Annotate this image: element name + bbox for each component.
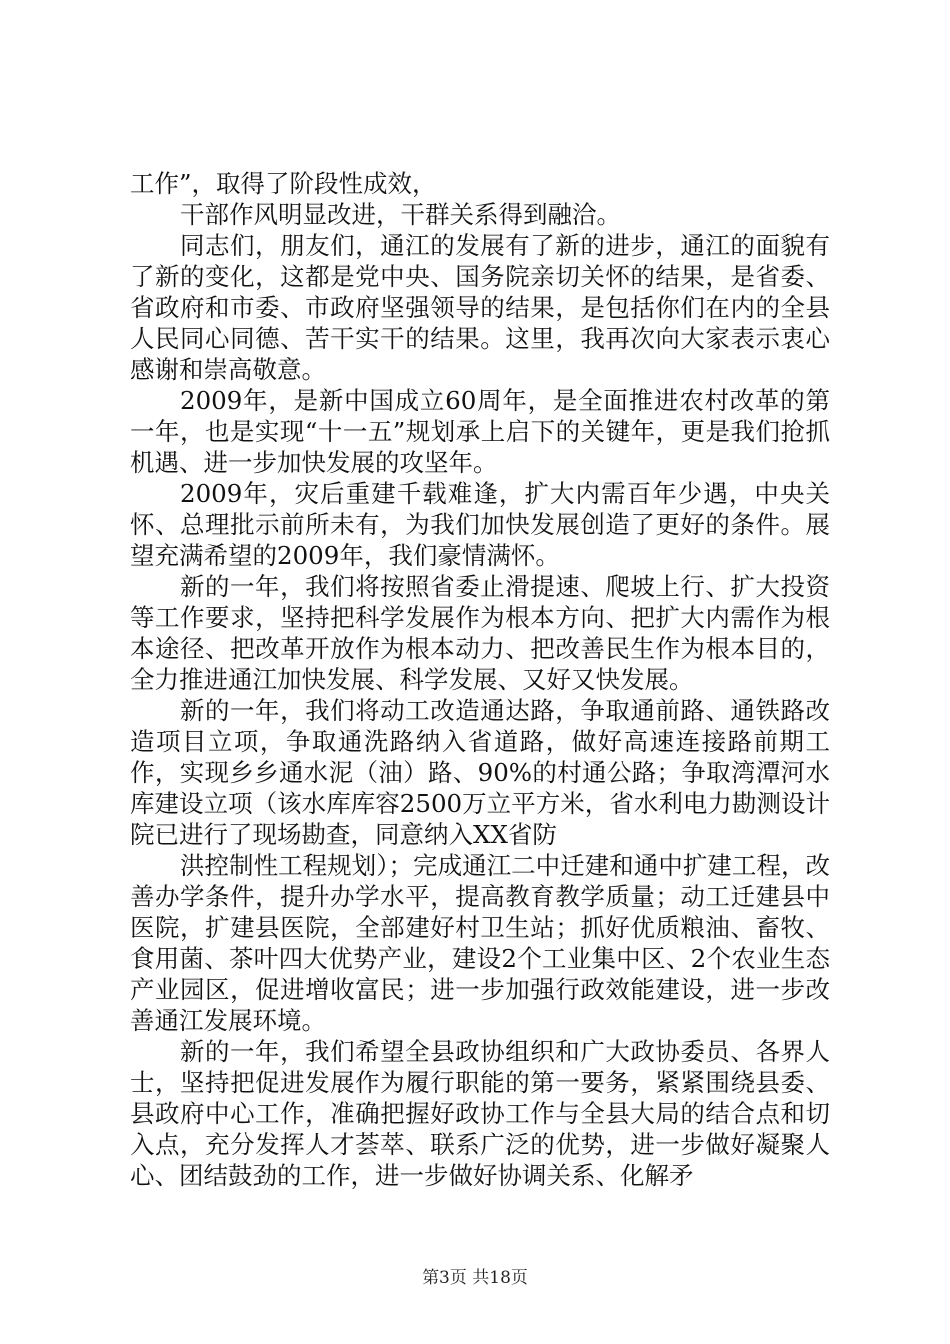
paragraph-8: 洪控制性工程规划）；完成通江二中迁建和通中扩建工程，改善办学条件，提升办学水平，提高教育教学质量；动工迁建县中医院，扩建县医院，全部建好村卫生站；抓好优质粮油、畜牧、食用菌、茶叶四大优势产业，建设2个工业集中区、2个农业生态产业园区，促进增收富民；进一步加强行政效能建设，进一步改善通江发展环境。 [130,851,830,1035]
paragraph-4: 2009年，是新中国成立60周年，是全面推进农村改革的第一年，也是实现“十一五”规划承上启下的关键年，更是我们抢抓机遇、进一步加快发展的攻坚年。 [130,386,830,477]
paragraph-2: 干部作风明显改进，干群关系得到融洽。 [180,200,621,229]
paragraph-7: 新的一年，我们将动工改造通达路，争取通前路、通铁路改造项目立项，争取通洗路纳入省道路，做好高速连接路前期工作，实现乡乡通水泥（油）路、90%的村通公路；争取湾潭河水库建设立项（该水库库容2500万立平方米，省水利电力勘测设计院已进行了现场勘查，同意纳入XX省防 [130,696,830,849]
paragraph-6: 新的一年，我们将按照省委止滑提速、爬坡上行、扩大投资等工作要求，坚持把科学发展作为根本方向、把扩大内需作为根本途径、把改革开放作为根本动力、把改善民生作为根本目的，全力推进通江加快发展、科学发展、又好又快发展。 [130,572,830,694]
page-number-footer: 第3页 共18页 [422,1268,528,1288]
paragraph-1: 工作”，取得了阶段性成效， [130,169,437,198]
document-body [130,168,830,1191]
paragraph-5: 2009年，灾后重建千载难逢，扩大内需百年少遇，中央关怀、总理批示前所未有，为我们加快发展创造了更好的条件。展望充满希望的2009年，我们豪情满怀。 [130,479,830,570]
paragraph-3: 同志们，朋友们，通江的发展有了新的进步，通江的面貌有了新的变化，这都是党中央、国务院亲切关怀的结果，是省委、省政府和市委、市政府坚强领导的结果，是包括你们在内的全县人民同心同德、苦干实干的结果。这里，我再次向大家表示衷心感谢和崇高敬意。 [130,231,830,384]
paragraph-9: 新的一年，我们希望全县政协组织和广大政协委员、各界人士，坚持把促进发展作为履行职能的第一要务，紧紧围绕县委、县政府中心工作，准确把握好政协工作与全县大局的结合点和切入点，充分发挥人才荟萃、联系广泛的优势，进一步做好凝聚人心、团结鼓劲的工作，进一步做好协调关系、化解矛 [130,1037,830,1190]
